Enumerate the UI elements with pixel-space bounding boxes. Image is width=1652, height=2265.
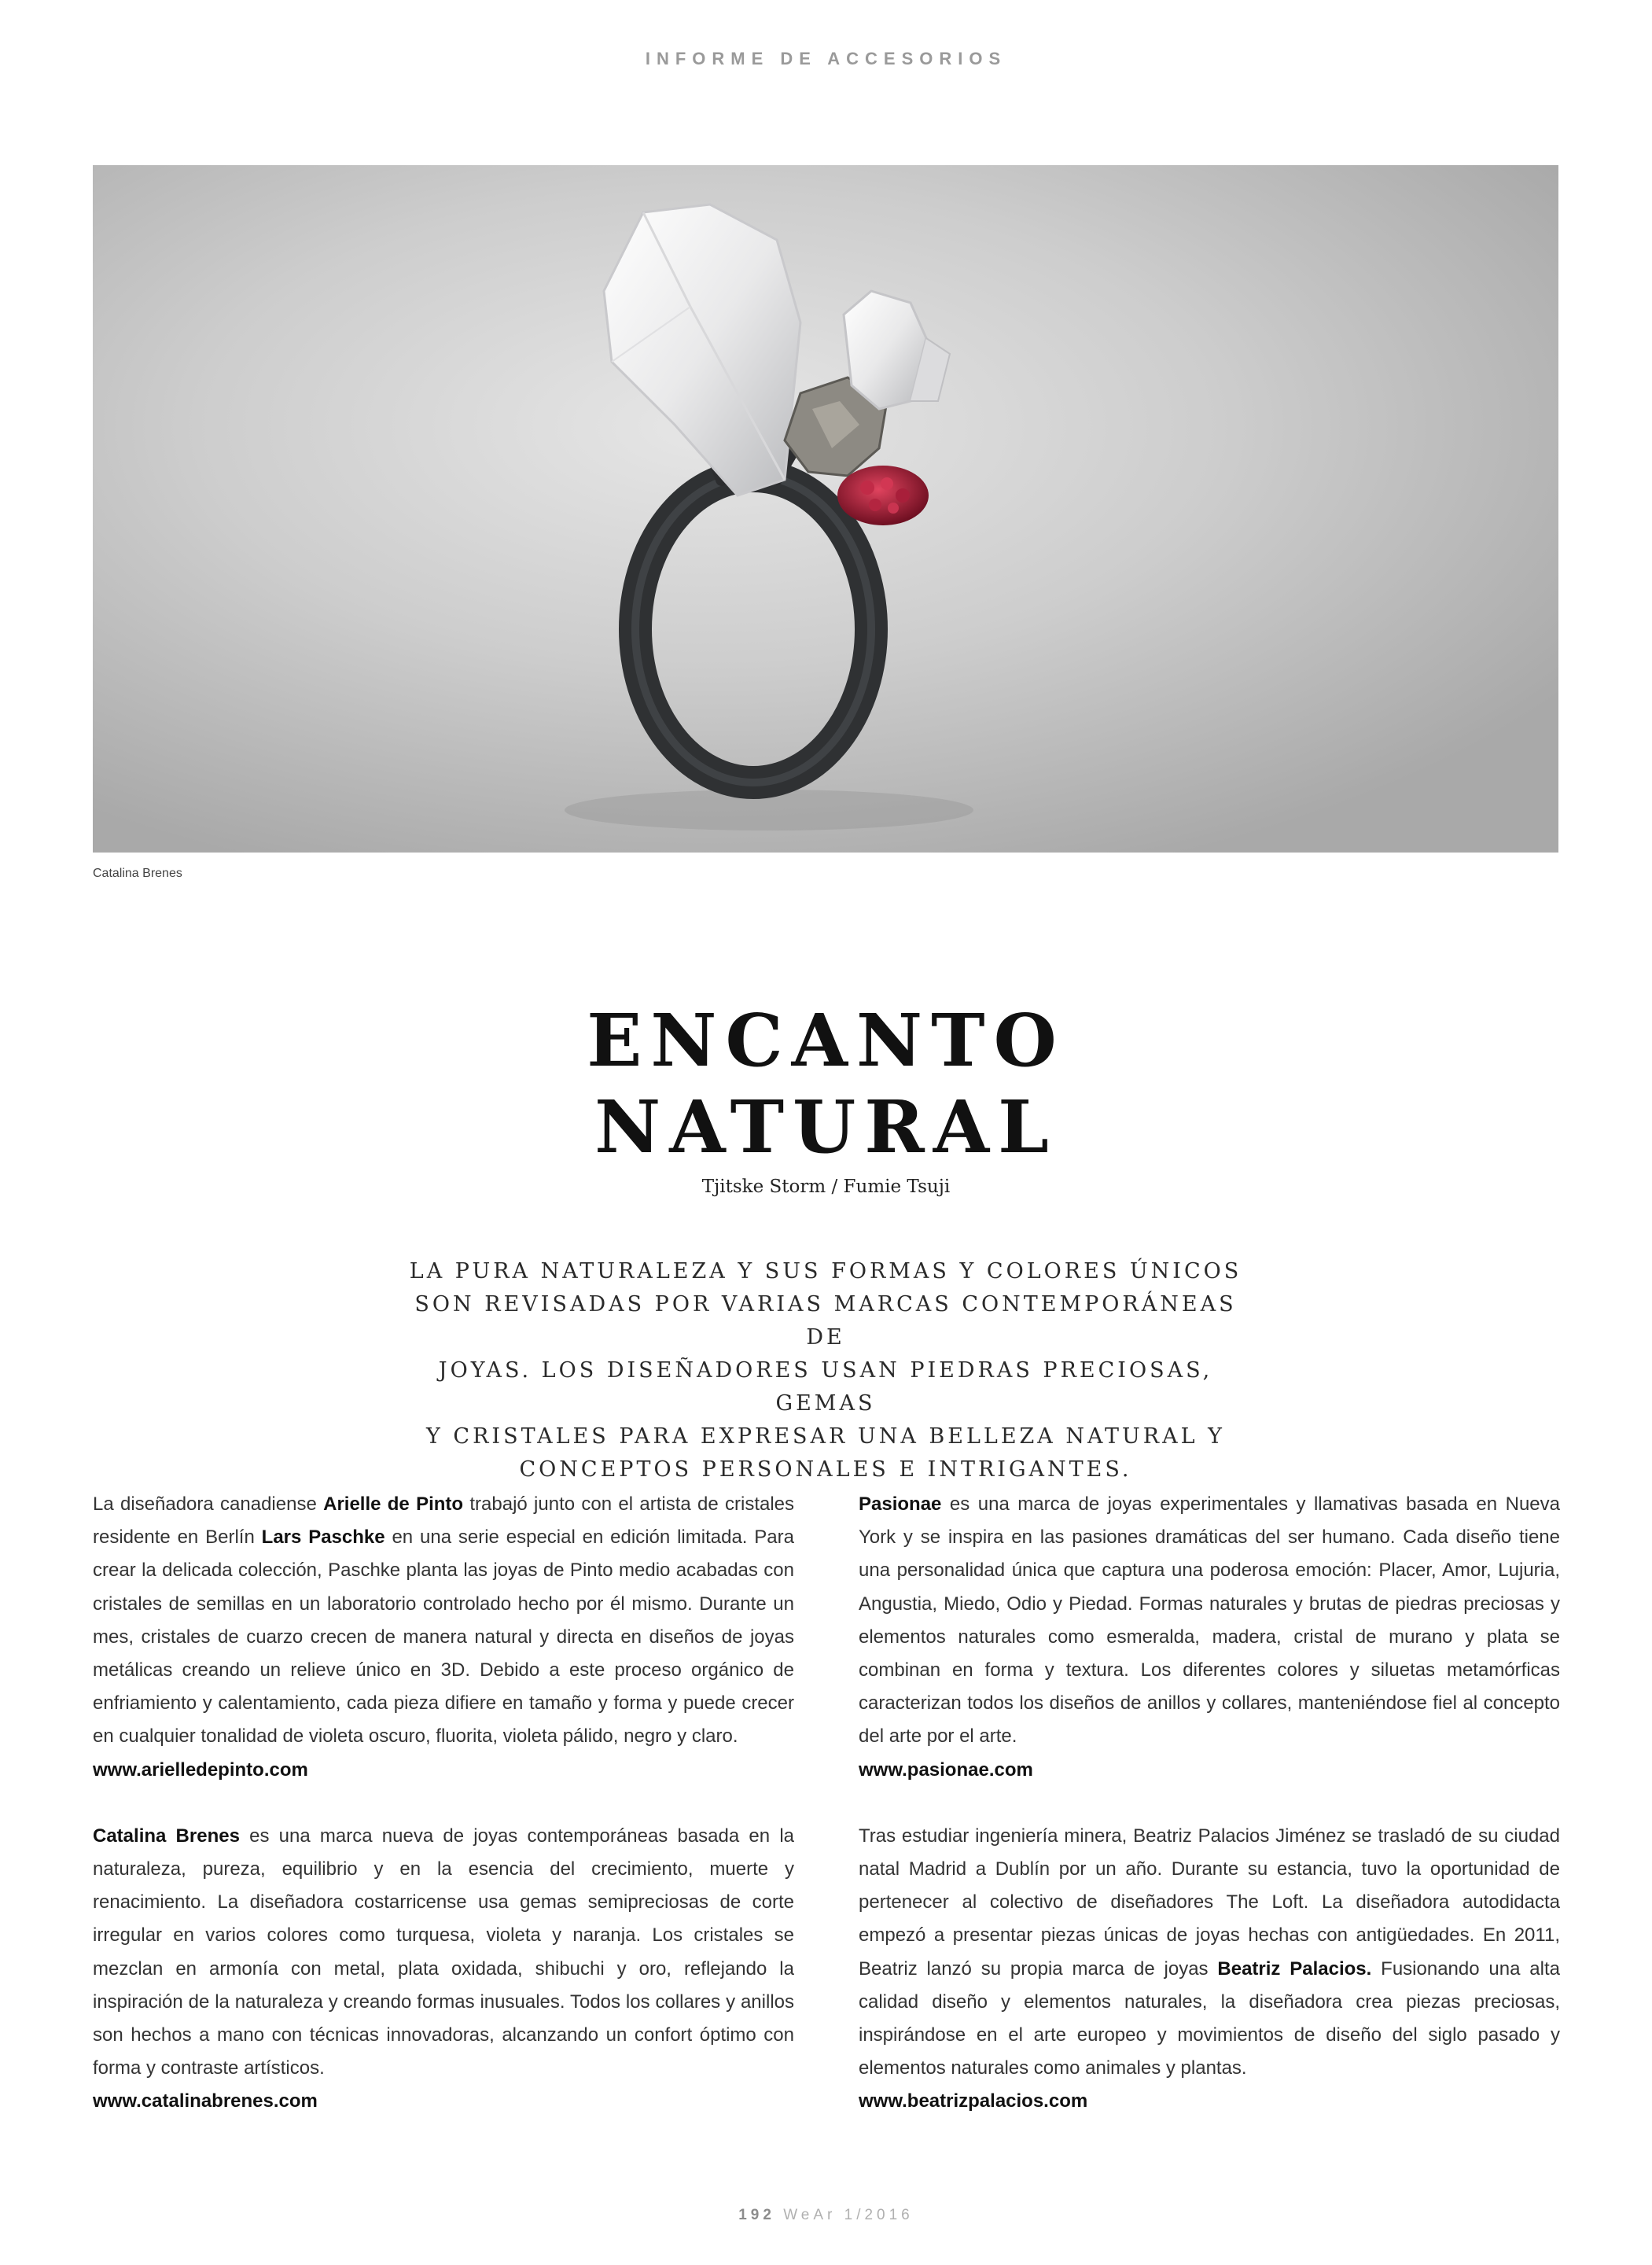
brand-name: Catalina Brenes bbox=[93, 1825, 240, 1847]
ring-photo bbox=[93, 165, 1558, 853]
ring-illustration bbox=[93, 165, 1558, 853]
article-title bbox=[0, 997, 1652, 1170]
lead-line: SON REVISADAS POR VARIAS MARCAS CONTEMPORÁNEAS DE bbox=[414, 1292, 1237, 1350]
page-footer bbox=[0, 2207, 1652, 2224]
section-label: INFORME DE ACCESORIOS bbox=[645, 49, 1007, 68]
beatriz-palacios-link[interactable]: www.beatrizpalacios.com bbox=[859, 2090, 1088, 2112]
artist-name: Lars Paschke bbox=[261, 1527, 385, 1549]
brand-name: Arielle de Pinto bbox=[323, 1493, 464, 1515]
lead-paragraph bbox=[393, 1255, 1258, 1486]
lead-line: Y CRISTALES PARA EXPRESAR UNA BELLEZA NATURAL Y bbox=[426, 1424, 1225, 1449]
title-line-2: NATURAL bbox=[594, 1085, 1058, 1169]
pasionae-link[interactable]: www.pasionae.com bbox=[859, 1759, 1033, 1781]
catalina-brenes-paragraph: Catalina Brenes es una marca nueva de joyas contemporáneas basada en la naturaleza, pureza, equilibrio y en la esencia del crecimiento, muerte y renacimiento. La diseñadora costarricense usa gemas semipreciosas de corte irregular en varios colores como turquesa, violeta y naranja. Los cristales se mezclan en armonía con metal, plata oxidada, shibuchi y oro, reflejando la inspiración de la naturaleza y creando formas inusuales. Todos los collares y anillos son hechos a mano con técnicas innovadoras, alcanzando un confort óptimo con forma y contraste artísticos. bbox=[93, 1825, 794, 2079]
lead-line: CONCEPTOS PERSONALES E INTRIGANTES. bbox=[519, 1457, 1132, 1482]
right-column bbox=[859, 1488, 1560, 2119]
photo-credits: Tjitske Storm / Fumie Tsuji bbox=[701, 1177, 951, 1197]
photo-caption: Catalina Brenes bbox=[93, 867, 182, 880]
magazine-issue: WeAr 1/2016 bbox=[783, 2207, 914, 2223]
arielle-de-pinto-paragraph: La diseñadora canadiense Arielle de Pinto trabajó junto con el artista de cristales residente en Berlín Lars Paschke en una serie especial en edición limitada. Para crear la delicada colección, Paschke planta las joyas de Pinto medio acabadas con cristales de semillas en un laboratorio controlado hecho por él mismo. Durante un mes, cristales de cuarzo crecen de manera natural y directa en diseños de joyas metálicas creando un relieve único en 3D. Debido a este proceso orgánico de enfriamiento y calentamiento, cada pieza difiere en tamaño y forma y puede crecer en cualquier tonalidad de violeta oscuro, fluorita, violeta pálido, negro y claro. bbox=[93, 1493, 795, 1748]
beatriz-palacios-paragraph: Tras estudiar ingeniería minera, Beatriz Palacios Jiménez se trasladó de su ciudad natal Madrid a Dublín por un año. Durante su estancia, tuvo la oportunidad de pertenecer al colectivo de diseñadores The Loft. La diseñadora autodidacta empezó a presentar piezas únicas de joyas hechas con antigüedades. En 2011, Beatriz lanzó su propia marca de joyas Beatriz Palacios. Fusionando una alta calidad diseño y elementos naturales, la diseñadora crea piezas preciosas, inspirándose en el arte europeo y movimientos de diseño del siglo pasado y elementos naturales como animales y plantas. bbox=[859, 1825, 1560, 2079]
lead-line: JOYAS. LOS DISEÑADORES USAN PIEDRAS PRECIOSAS, GEMAS bbox=[438, 1358, 1213, 1416]
brand-name: Pasionae bbox=[859, 1493, 942, 1515]
catalina-brenes-link[interactable]: www.catalinabrenes.com bbox=[93, 2090, 318, 2112]
brand-name: Beatriz Palacios. bbox=[1217, 1957, 1372, 1980]
left-column bbox=[93, 1488, 794, 2119]
arielle-de-pinto-link[interactable]: www.arielledepinto.com bbox=[93, 1759, 308, 1781]
title-line-1: ENCANTO bbox=[587, 998, 1065, 1083]
pasionae-paragraph: Pasionae es una marca de joyas experimentales y llamativas basada en Nueva York y se inspira en las pasiones dramáticas del ser humano. Cada diseño tiene una personalidad única que captura una poderosa emoción: Placer, Amor, Lujuria, Angustia, Miedo, Odio y Piedad. Formas naturales y brutas de piedras preciosas y elementos naturales como esmeralda, madera, cristal de murano y plata se combinan en forma y textura. Los diferentes colores y siluetas metamórficas caracterizan todos los diseños de anillos y collares, manteniéndose fiel al concepto del arte por el arte. bbox=[859, 1493, 1560, 1748]
lead-line: LA PURA NATURALEZA Y SUS FORMAS Y COLORES ÚNICOS bbox=[409, 1259, 1242, 1284]
page-number: 192 bbox=[738, 2207, 775, 2223]
